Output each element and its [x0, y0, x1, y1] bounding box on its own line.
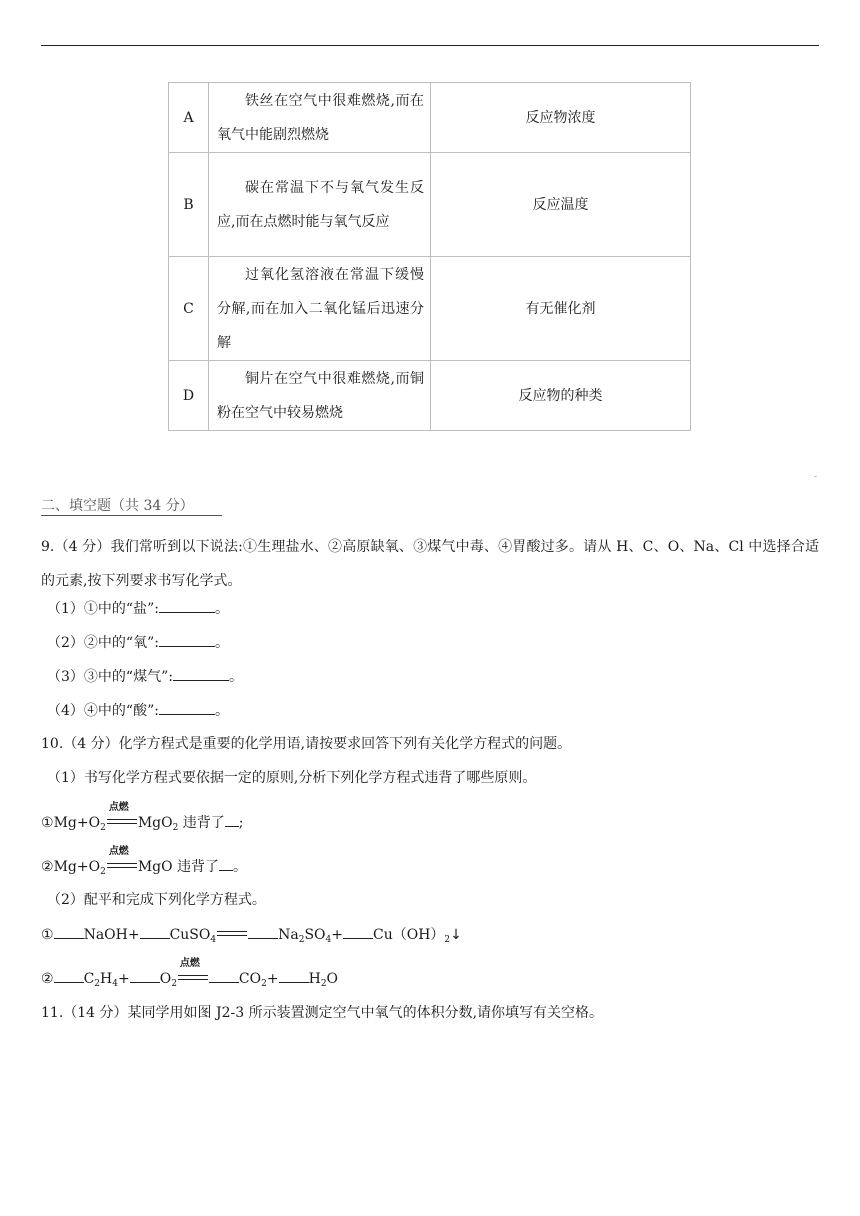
- q9-item-1: [47, 598, 229, 619]
- subscript: 2: [298, 935, 305, 945]
- formula: NaOH+: [83, 927, 140, 943]
- reaction-condition: [217, 927, 247, 939]
- equals-sign: [217, 931, 247, 936]
- q11-stem: 11.（14 分）某同学用如图 J2-3 所示装置测定空气中氧气的体积分数,请你填写有关空格。: [41, 1005, 604, 1021]
- formula: +: [331, 927, 343, 943]
- product: MgO: [137, 859, 173, 875]
- item-prefix: （2）②中的“氧”:: [47, 635, 159, 651]
- formula: +: [117, 971, 130, 987]
- equals-sign: [107, 863, 137, 868]
- formula: +: [266, 971, 279, 987]
- header-rule: [41, 45, 819, 46]
- coefficient-blank[interactable]: [140, 924, 170, 939]
- table-row: [169, 361, 691, 431]
- section-title: 二、填空题（共 34 分）: [41, 497, 222, 516]
- formula: CO: [238, 971, 262, 987]
- coefficient-blank[interactable]: [279, 968, 309, 983]
- subscript: 2: [100, 823, 106, 833]
- equation-mark: ②: [41, 859, 54, 875]
- answer-blank[interactable]: [219, 856, 233, 871]
- q10-stem: 10.（4 分）化学方程式是重要的化学用语,请按要求回答下列有关化学方程式的问题。: [41, 736, 572, 752]
- option-factor: 反应物的种类: [431, 361, 691, 431]
- q10-equation-1: [41, 802, 244, 833]
- subscript: 2: [172, 823, 179, 833]
- equation-mark: ②: [41, 971, 54, 987]
- answer-blank[interactable]: [159, 700, 215, 715]
- reaction-condition: [107, 802, 137, 827]
- formula: Cu（OH）: [373, 927, 445, 943]
- answer-blank[interactable]: [159, 598, 215, 613]
- option-description: 碳在常温下不与氧气发生反应,而在点燃时能与氧气反应: [209, 153, 431, 257]
- item-suffix: 。: [214, 635, 229, 651]
- item-prefix: （4）④中的“酸”:: [47, 703, 159, 719]
- equals-sign: [178, 975, 208, 980]
- coefficient-blank[interactable]: [54, 968, 84, 983]
- reaction-condition: [107, 846, 137, 871]
- option-factor: 反应温度: [431, 153, 691, 257]
- equation-end: ;: [238, 815, 244, 831]
- answer-blank[interactable]: [225, 812, 239, 827]
- equation-tail: 违背了: [182, 815, 225, 831]
- options-table: [168, 82, 691, 431]
- reactant: Mg+O: [53, 815, 101, 831]
- subscript: 2: [171, 979, 177, 989]
- equals-sign: [107, 819, 137, 824]
- formula: O: [159, 971, 172, 987]
- table-row: [169, 257, 691, 361]
- coefficient-blank[interactable]: [209, 968, 239, 983]
- coefficient-blank[interactable]: [248, 924, 278, 939]
- answer-blank[interactable]: [173, 666, 229, 681]
- subscript: 4: [210, 935, 217, 945]
- q10-balance-1: [41, 924, 462, 945]
- formula: CuSO: [169, 927, 211, 943]
- page-marker: -: [814, 472, 818, 482]
- item-prefix: （3）③中的“煤气”:: [47, 669, 173, 685]
- subscript: 2: [444, 935, 451, 945]
- subscript: 2: [320, 979, 327, 989]
- equation-mark: ①: [41, 927, 54, 943]
- answer-blank[interactable]: [159, 632, 215, 647]
- item-suffix: 。: [214, 601, 229, 617]
- item-suffix: 。: [228, 669, 243, 685]
- option-factor: 有无催化剂: [431, 257, 691, 361]
- condition-label: 点燃: [108, 846, 129, 857]
- q10-equation-2: [41, 846, 248, 877]
- condition-label: 点燃: [179, 958, 200, 969]
- formula: O: [326, 971, 339, 987]
- coefficient-blank[interactable]: [343, 924, 373, 939]
- option-factor: 反应物浓度: [431, 83, 691, 153]
- option-description: 过氧化氢溶液在常温下缓慢分解,而在加入二氧化锰后迅速分解: [209, 257, 431, 361]
- formula: H: [308, 971, 321, 987]
- q10-balance-2: [41, 958, 339, 989]
- formula: H: [100, 971, 113, 987]
- reactant: Mg+O: [53, 859, 101, 875]
- product: MgO: [137, 815, 173, 831]
- coefficient-blank[interactable]: [54, 924, 84, 939]
- q9-item-2: [47, 632, 229, 653]
- subscript: 4: [112, 979, 118, 989]
- table-row: [169, 83, 691, 153]
- option-letter: D: [169, 361, 209, 431]
- equation-tail: 违背了: [177, 859, 220, 875]
- subscript: 2: [94, 979, 101, 989]
- condition-label: 点燃: [108, 802, 129, 813]
- subscript: 4: [325, 935, 332, 945]
- equation-mark: ①: [41, 815, 54, 831]
- q9-stem: 9.（4 分）我们常听到以下说法:①生理盐水、②高原缺氧、③煤气中毒、④胃酸过多。请从 H、C、O、Na、Cl 中选择合适的元素,按下列要求书写化学式。: [41, 539, 819, 589]
- item-suffix: 。: [214, 703, 229, 719]
- option-description: 铜片在空气中很难燃烧,而铜粉在空气中较易燃烧: [209, 361, 431, 431]
- equation-end: 。: [233, 859, 248, 875]
- precipitate-arrow: ↓: [450, 927, 462, 943]
- formula: SO: [304, 927, 326, 943]
- option-letter: B: [169, 153, 209, 257]
- option-letter: C: [169, 257, 209, 361]
- table-row: [169, 153, 691, 257]
- q9-item-3: [47, 666, 243, 687]
- coefficient-blank[interactable]: [130, 968, 160, 983]
- q10-sub2: （2）配平和完成下列化学方程式。: [47, 892, 266, 908]
- item-prefix: （1）①中的“盐”:: [47, 601, 159, 617]
- subscript: 2: [100, 867, 106, 877]
- subscript: 2: [261, 979, 267, 989]
- reaction-condition: [178, 958, 208, 983]
- formula: Na: [278, 927, 299, 943]
- formula: C: [83, 971, 95, 987]
- q9-item-4: [47, 700, 229, 721]
- q10-sub1: （1）书写化学方程式要依据一定的原则,分析下列化学方程式违背了哪些原则。: [47, 770, 537, 786]
- option-letter: A: [169, 83, 209, 153]
- option-description: 铁丝在空气中很难燃烧,而在氧气中能剧烈燃烧: [209, 83, 431, 153]
